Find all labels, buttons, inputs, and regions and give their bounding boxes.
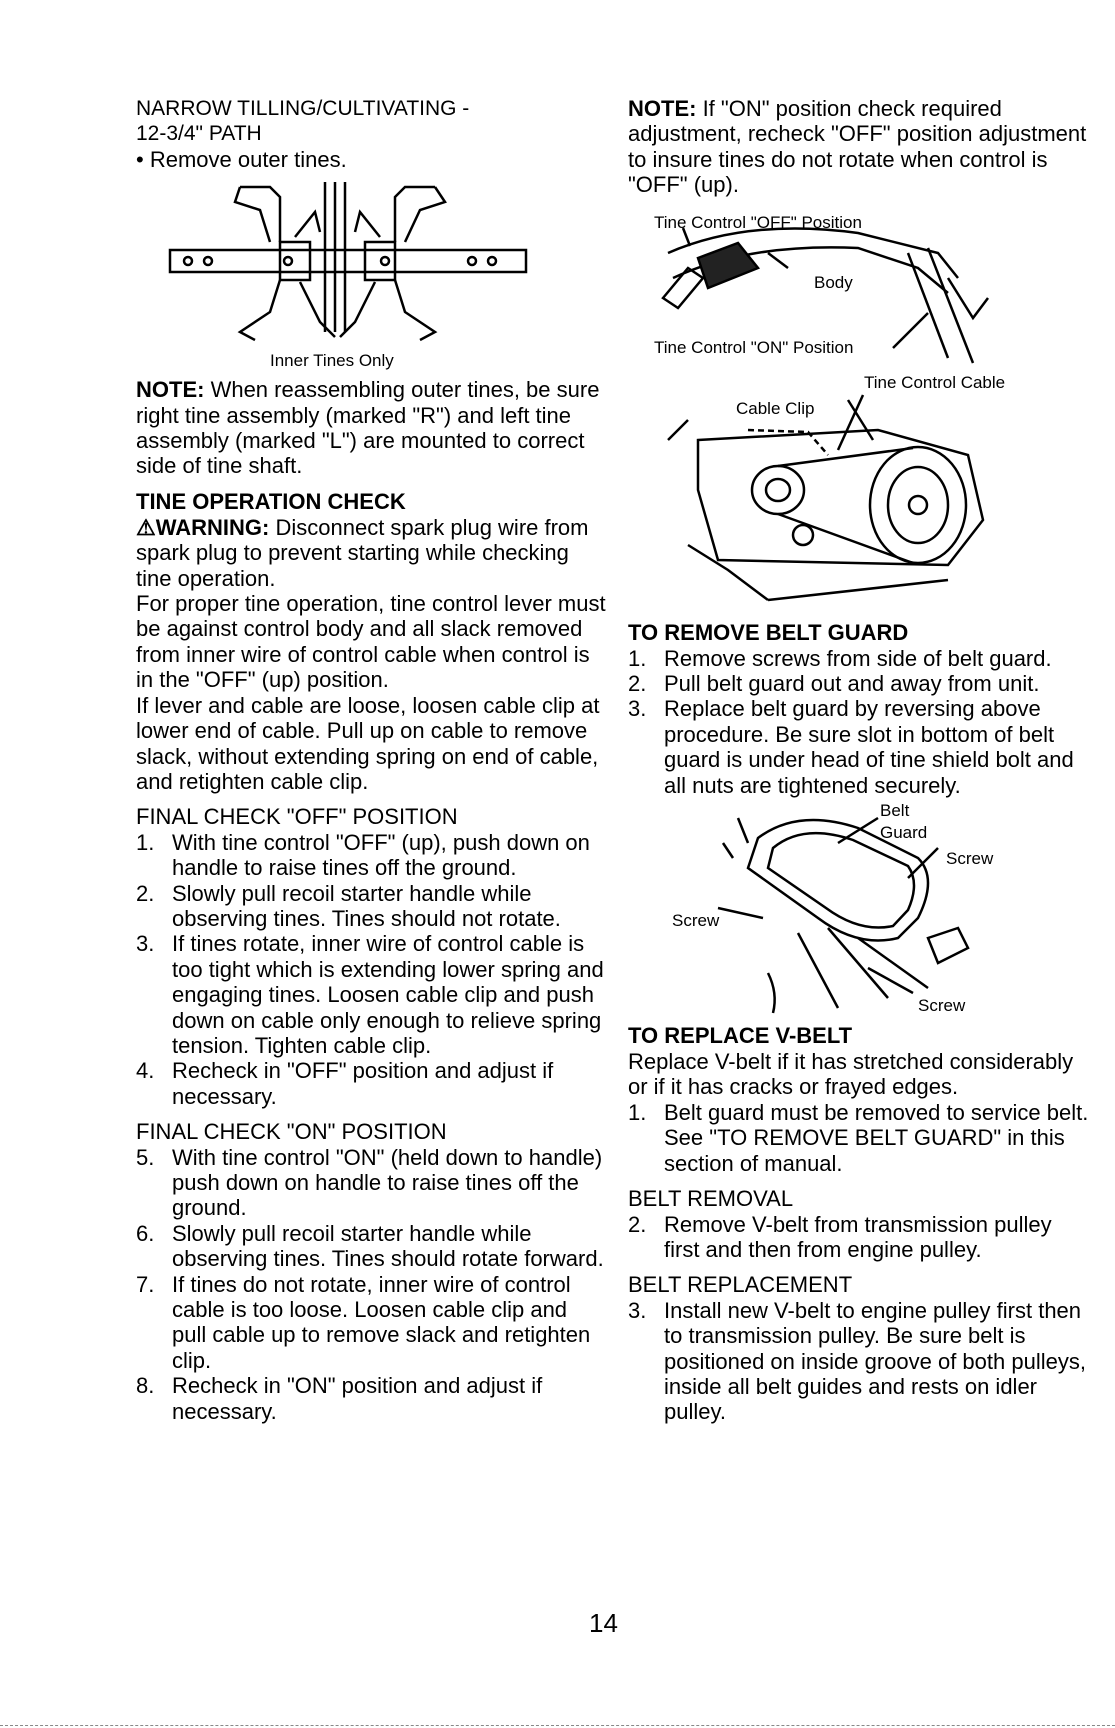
loose-cable-paragraph: If lever and cable are loose, loosen cable clip at lower end of cable. Pull up on cable to remove slack, without extending spring on end of cable, and retighten cable clip.: [136, 692, 600, 794]
off-position-label: Tine Control "OFF" Position: [654, 212, 862, 232]
note-text: When reassembling outer tines, be sure right tine assembly (marked "R") and left tine assembly (marked "L") are mounted to correct side of tine shaft.: [136, 377, 600, 479]
on-position-label: Tine Control "ON" Position: [654, 337, 854, 357]
belt-replacement-steps-list: [628, 1298, 1093, 1425]
screw-right-label: Screw: [946, 849, 994, 869]
replace-v-belt-heading: TO REPLACE V-BELT: [628, 1023, 853, 1049]
page-number: 14: [589, 1608, 618, 1638]
narrow-tilling-heading-line1: NARROW TILLING/CULTIVATING -: [136, 97, 470, 120]
inner-tines-illustration: [130, 172, 550, 352]
list-item: 2. Slowly pull recoil starter handle while observing tines. Tines should not rotate.: [136, 880, 561, 931]
note-text: If "ON" position check required adjustment, recheck "OFF" position adjustment to insure tines do not rotate when control is "OFF" (up).: [628, 96, 1087, 198]
inner-tines-caption: Inner Tines Only: [270, 351, 394, 371]
list-item: 5. With tine control "ON" (held down to handle) push down on handle to raise tines off the ground.: [136, 1144, 603, 1221]
right-column: [628, 96, 1093, 1425]
bottom-divider: [0, 1725, 1115, 1726]
warning-paragraph: [136, 515, 606, 591]
list-item: 2. Remove V-belt from transmission pulley first and then from engine pulley.: [628, 1211, 1052, 1262]
list-item: 1. Belt guard must be removed to service belt. See "TO REMOVE BELT GUARD" in this section of manual.: [628, 1099, 1089, 1176]
belt-replacement-heading: BELT REPLACEMENT: [628, 1272, 853, 1298]
screw-left-label: Screw: [672, 911, 720, 931]
list-item: 7. If tines do not rotate, inner wire of control cable is too loose. Loosen cable clip and pull cable up to remove slack and retighten clip.: [136, 1271, 591, 1373]
recheck-note: [628, 96, 1093, 198]
list-item: 3. Install new V-belt to engine pulley first then to transmission pulley. Be sure belt is positioned on inside groove of both pulleys, inside all belt guides and rests on idler pulley.: [628, 1297, 1086, 1425]
list-item: 6. Slowly pull recoil starter handle while observing tines. Tines should rotate forward.: [136, 1220, 604, 1272]
note-label: NOTE:: [136, 377, 205, 403]
warning-label: ⚠WARNING:: [136, 514, 270, 540]
tine-control-cable-label: Tine Control Cable: [864, 372, 1006, 392]
belt-guard-figure: [628, 798, 1093, 1023]
list-item: 8. Recheck in "ON" position and adjust if necessary.: [136, 1373, 543, 1424]
remove-belt-guard-heading: TO REMOVE BELT GUARD: [628, 619, 909, 645]
replace-v-belt-paragraph: Replace V-belt if it has stretched considerably or if it has cracks or frayed edges.: [628, 1049, 1074, 1100]
list-item: 3. Replace belt guard by reversing above procedure. Be sure slot in bottom of belt guard is under head of tine shield bolt and all nuts are tightened securely.: [628, 696, 1074, 798]
inner-tines-figure: [130, 172, 606, 377]
warning-text: Disconnect spark plug wire from spark plug to prevent starting while checking tine operation.: [136, 514, 589, 591]
left-column: [136, 96, 606, 1424]
final-check-on-heading: FINAL CHECK "ON" POSITION: [136, 1119, 447, 1145]
body-label: Body: [814, 272, 853, 292]
list-item: 2. Pull belt guard out and away from unit.: [628, 671, 1040, 697]
list-item: 1. With tine control "OFF" (up), push down on handle to raise tines off the ground.: [136, 829, 590, 881]
off-steps-list: [136, 830, 606, 1109]
cable-clip-label: Cable Clip: [736, 398, 815, 418]
tine-operation-check-heading: TINE OPERATION CHECK: [136, 488, 406, 514]
narrow-tilling-heading-line2: 12-3/4" PATH: [136, 122, 262, 146]
belt-drive-illustration: [628, 370, 1008, 610]
replace-steps-list: [628, 1100, 1093, 1176]
belt-removal-heading: BELT REMOVAL: [628, 1186, 794, 1212]
list-item: 4. Recheck in "OFF" position and adjust if necessary.: [136, 1058, 554, 1109]
list-item: 3. If tines rotate, inner wire of control cable is too tight which is extending lower spring and engaging tines. Loosen cable clip and push down on cable only enough to relieve spring tension. Tighten cable clip.: [136, 931, 604, 1058]
final-check-off-heading: FINAL CHECK "OFF" POSITION: [136, 804, 458, 830]
screw-bottom-label: Screw: [918, 996, 966, 1016]
guard-label: Guard: [880, 823, 928, 843]
belt-removal-steps-list: [628, 1212, 1093, 1263]
reassembly-note: [136, 377, 606, 479]
note-label: NOTE:: [628, 96, 697, 121]
proper-operation-paragraph: For proper tine operation, tine control lever must be against control body and all slack removed from inner wire of control cable when control is in the "OFF" (up) position.: [136, 591, 606, 693]
tine-control-positions-figure: [628, 198, 1093, 370]
list-item: 1. Remove screws from side of belt guard.: [628, 645, 1052, 671]
remove-outer-tines-bullet: • Remove outer tines.: [136, 146, 347, 172]
control-cable-figure: [628, 370, 1093, 620]
remove-guard-steps-list: [628, 646, 1093, 798]
belt-label: Belt: [880, 801, 910, 821]
on-steps-list: [136, 1145, 606, 1424]
